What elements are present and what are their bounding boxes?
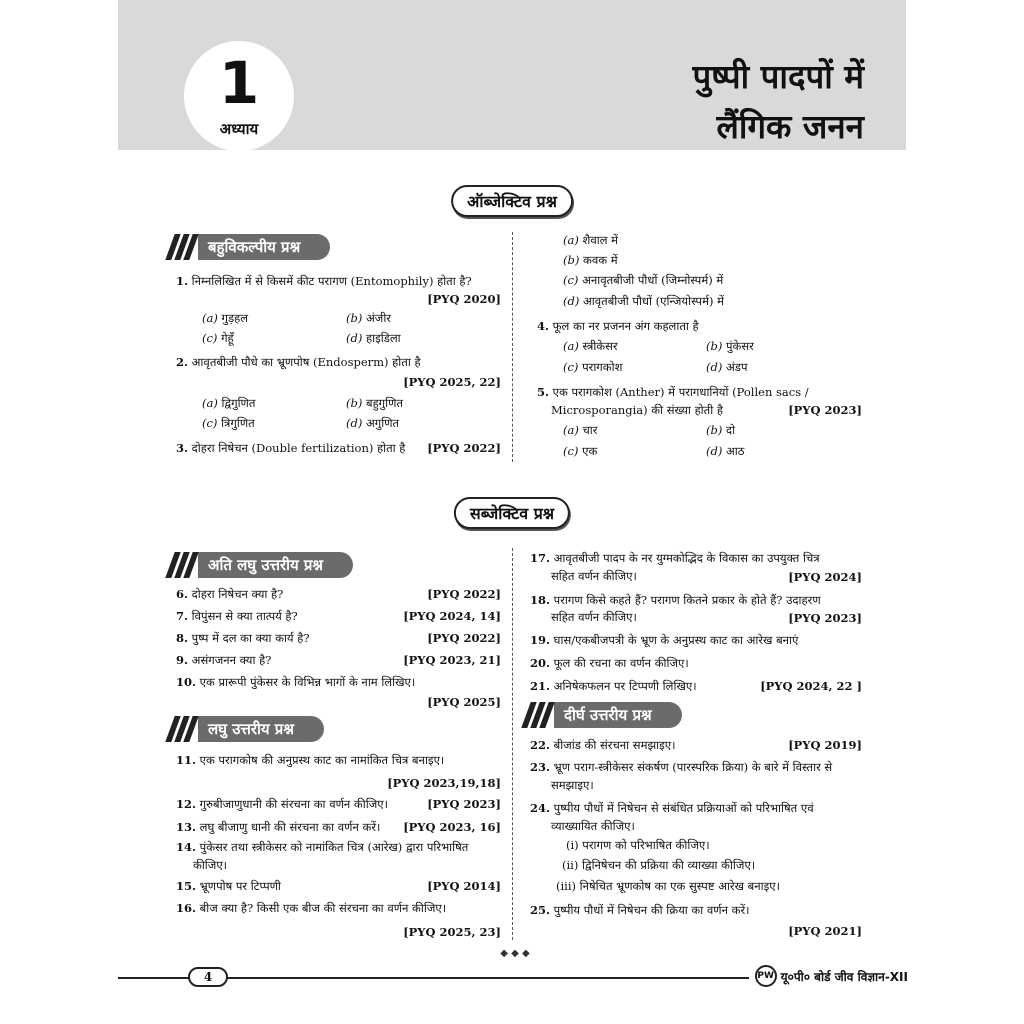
question-9: 9. असंगजनन क्या है? bbox=[176, 653, 272, 667]
option: (a) स्त्रीकेसर bbox=[563, 339, 618, 353]
pyq-tag: [PYQ 2022] bbox=[427, 587, 501, 601]
sub-question: (i) परागण को परिभाषित कीजिए। bbox=[566, 838, 710, 852]
question-6: 6. दोहरा निषेचन क्या है? bbox=[176, 587, 284, 601]
stripe-icon bbox=[170, 716, 194, 742]
question-4: 4. फूल का नर प्रजनन अंग कहलाता है bbox=[537, 319, 699, 333]
book-title: यू०पी० बोर्ड जीव विज्ञान-XII bbox=[780, 969, 908, 984]
pyq-tag: [PYQ 2023,19,18] bbox=[387, 776, 501, 790]
question-17: 17. आवृतबीजी पादप के नर युग्मकोद्भिद के विकास का उपयुक्त चित्र bbox=[530, 551, 820, 565]
pyq-tag: [PYQ 2023] bbox=[427, 797, 501, 811]
column-divider bbox=[512, 548, 513, 940]
pyq-tag: [PYQ 2020] bbox=[427, 292, 501, 306]
question-2: 2. आवृतबीजी पौधे का भ्रूणपोष (Endosperm) होता है bbox=[176, 355, 421, 369]
question-17-line2: सहित वर्णन कीजिए। bbox=[551, 569, 637, 583]
pyq-tag: [PYQ 2023, 16] bbox=[403, 820, 501, 834]
option: (c) गेहूँ bbox=[202, 331, 234, 345]
stripe-icon bbox=[170, 234, 194, 260]
chapter-title bbox=[693, 52, 864, 152]
question-25: 25. पुष्पीय पौधों में निषेचन की क्रिया का वर्णन करें। bbox=[530, 903, 750, 917]
pyq-tag: [PYQ 2023, 21] bbox=[403, 653, 501, 667]
pw-logo-icon: PW bbox=[755, 965, 777, 987]
chapter-badge bbox=[184, 41, 294, 151]
question-14: 14. पुंकेसर तथा स्त्रीकेसर को नामांकित चित्र (आरेख) द्वारा परिभाषित bbox=[176, 840, 469, 854]
question-10: 10. एक प्रारूपी पुंकेसर के विभिन्न भागों के नाम लिखिए। bbox=[176, 675, 416, 689]
section-subjective: सब्जेक्टिव प्रश्न bbox=[454, 497, 570, 529]
question-11: 11. एक परागकोष की अनुप्रस्थ काट का नामांकित चित्र बनाइए। bbox=[176, 753, 445, 767]
short-header-label: लघु उत्तरीय प्रश्न bbox=[198, 716, 324, 742]
stripe-icon bbox=[170, 552, 194, 578]
page-number: 4 bbox=[188, 967, 228, 987]
option: (b) अंजीर bbox=[346, 311, 392, 325]
question-3: 3. दोहरा निषेचन (Double fertilization) होता है bbox=[176, 441, 406, 455]
page-footer bbox=[118, 965, 908, 995]
short-header bbox=[170, 715, 324, 743]
pyq-tag: [PYQ 2024] bbox=[788, 570, 862, 584]
column-divider bbox=[512, 232, 513, 462]
option: (c) परागकोश bbox=[563, 360, 623, 374]
question-12: 12. गुरुबीजाणुधानी की संरचना का वर्णन कीजिए। bbox=[176, 797, 388, 811]
question-18-line2: सहित वर्णन कीजिए। bbox=[551, 610, 637, 624]
pyq-tag: [PYQ 2021] bbox=[788, 924, 862, 938]
stripe-icon bbox=[526, 702, 550, 728]
long-header bbox=[526, 701, 682, 729]
pyq-tag: [PYQ 2022] bbox=[427, 631, 501, 645]
option: (b) दो bbox=[706, 423, 736, 437]
option: (d) अगुणित bbox=[346, 416, 400, 430]
option: (d) आठ bbox=[706, 444, 745, 458]
question-15: 15. भ्रूणपोष पर टिप्पणी bbox=[176, 879, 281, 893]
question-23-line2: समझाइए। bbox=[551, 778, 594, 792]
mcq-header-label: बहुविकल्पीय प्रश्न bbox=[198, 234, 330, 260]
question-1: 1. निम्नलिखित में से किसमें कीट परागण (Entomophily) होता है? bbox=[176, 274, 472, 288]
ornament-divider: ◆ ◆ ◆ bbox=[500, 948, 530, 959]
question-13: 13. लघु बीजाणु धानी की संरचना का वर्णन करें। bbox=[176, 820, 381, 834]
option: (d) आवृतबीजी पौधों (एन्जियोस्पर्म) में bbox=[563, 294, 724, 308]
sub-question: (ii) द्विनिषेचन की प्रक्रिया की व्याख्या कीजिए। bbox=[562, 858, 756, 872]
option: (a) शैवाल में bbox=[563, 233, 619, 247]
pyq-tag: [PYQ 2023] bbox=[788, 403, 862, 417]
pyq-tag: [PYQ 2024, 22 ] bbox=[760, 679, 862, 693]
option: (c) अनावृतबीजी पौधों (जिम्नोस्पर्म) में bbox=[563, 273, 724, 287]
option: (c) त्रिगुणित bbox=[202, 416, 255, 430]
question-18: 18. परागण किसे कहते हैं? परागण कितने प्रकार के होते हैं? उदाहरण bbox=[530, 593, 821, 607]
sub-question: (iii) निषेचित भ्रूणकोष का एक सुस्पष्ट आरेख बनाइए। bbox=[556, 879, 780, 893]
option: (b) कवक में bbox=[563, 253, 618, 267]
long-header-label: दीर्घ उत्तरीय प्रश्न bbox=[554, 702, 682, 728]
section-objective: ऑब्जेक्टिव प्रश्न bbox=[451, 185, 573, 217]
question-7: 7. विपुंसन से क्या तात्पर्य है? bbox=[176, 609, 298, 623]
vshort-header bbox=[170, 551, 353, 579]
question-14-line2: कीजिए। bbox=[193, 858, 228, 872]
chapter-number: 1 bbox=[218, 49, 260, 117]
vshort-header-label: अति लघु उत्तरीय प्रश्न bbox=[198, 552, 353, 578]
question-19: 19. घास/एकबीजपत्री के भ्रूण के अनुप्रस्थ काट का आरेख बनाएं bbox=[530, 633, 799, 647]
option: (d) अंडप bbox=[706, 360, 748, 374]
option: (b) पुंकेसर bbox=[706, 339, 754, 353]
pyq-tag: [PYQ 2025, 23] bbox=[403, 925, 501, 939]
title-line-2: लैंगिक जनन bbox=[716, 107, 864, 146]
pyq-tag: [PYQ 2019] bbox=[788, 738, 862, 752]
question-16: 16. बीज क्या है? किसी एक बीज की संरचना का वर्णन कीजिए। bbox=[176, 901, 447, 915]
option: (b) बहुगुणित bbox=[346, 396, 403, 410]
chapter-label: अध्याय bbox=[219, 120, 259, 138]
question-8: 8. पुष्प में दल का क्या कार्य है? bbox=[176, 631, 310, 645]
title-line-1: पुष्पी पादपों में bbox=[692, 57, 864, 96]
option: (a) चार bbox=[563, 423, 598, 437]
question-21: 21. अनिषेकफलन पर टिप्पणी लिखिए। bbox=[530, 679, 697, 693]
question-5: 5. एक परागकोश (Anther) में परागधानियों (Pollen sacs / bbox=[537, 385, 809, 399]
option: (c) एक bbox=[563, 444, 598, 458]
pyq-tag: [PYQ 2014] bbox=[427, 879, 501, 893]
option: (a) द्विगुणित bbox=[202, 396, 256, 410]
pyq-tag: [PYQ 2024, 14] bbox=[403, 609, 501, 623]
question-23: 23. भ्रूण पराग-स्त्रीकेसर संकर्षण (पारस्परिक क्रिया) के बारे में विस्तार से bbox=[530, 760, 833, 774]
option: (d) हाइडिला bbox=[346, 331, 401, 345]
publisher-brand bbox=[749, 965, 908, 987]
pyq-tag: [PYQ 2023] bbox=[788, 611, 862, 625]
pyq-tag: [PYQ 2025] bbox=[427, 695, 501, 709]
question-20: 20. फूल की रचना का वर्णन कीजिए। bbox=[530, 656, 689, 670]
question-24: 24. पुष्पीय पौधों में निषेचन से संबंधित प्रक्रियाओं को परिभाषित एवं bbox=[530, 801, 814, 815]
pyq-tag: [PYQ 2022] bbox=[427, 441, 501, 455]
pyq-tag: [PYQ 2025, 22] bbox=[403, 375, 501, 389]
question-5-line2: Microsporangia) की संख्या होती है bbox=[551, 403, 723, 417]
mcq-header bbox=[170, 233, 330, 261]
question-24-line2: व्याख्यायित कीजिए। bbox=[551, 819, 635, 833]
option: (a) गुड़हल bbox=[202, 311, 249, 325]
question-22: 22. बीजांड की संरचना समझाइए। bbox=[530, 738, 676, 752]
